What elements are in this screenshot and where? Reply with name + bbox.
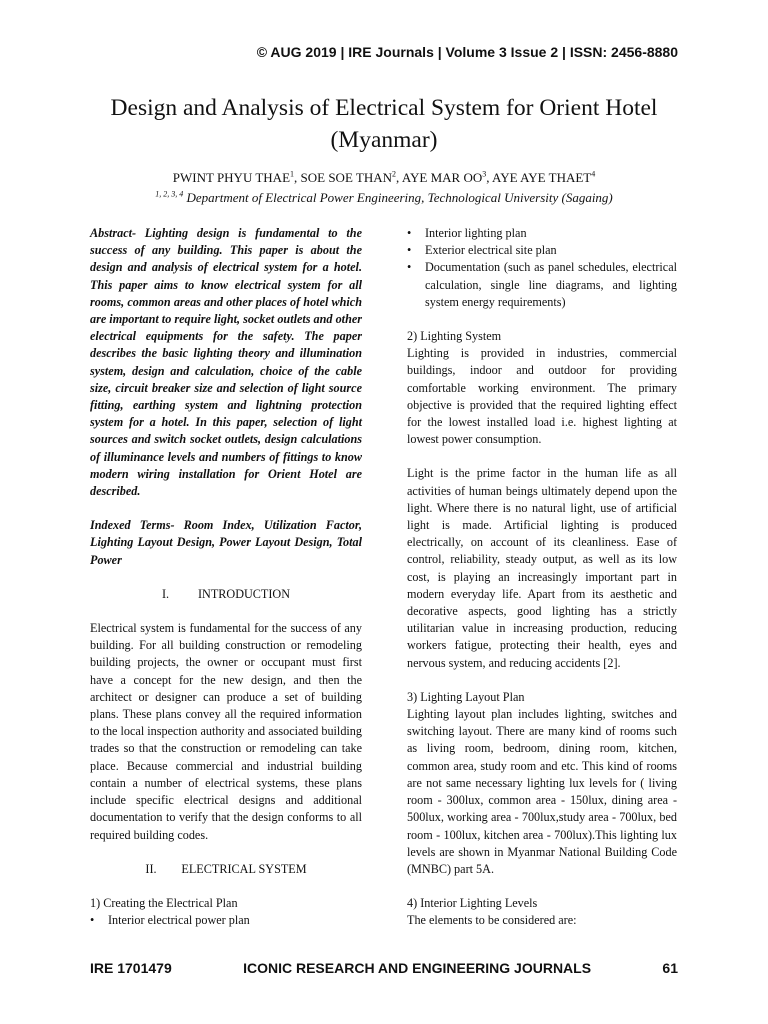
journal-header: © AUG 2019 | IRE Journals | Volume 3 Issue 2 | ISSN: 2456-8880 [256, 44, 678, 60]
section-title: INTRODUCTION [197, 586, 291, 601]
section-heading-introduction [90, 586, 362, 603]
paragraph: The elements to be considered are: [407, 913, 577, 928]
affiliation-text: Department of Electrical Power Engineering, Technological University (Sagaing) [186, 190, 613, 205]
list-item: • Exterior electrical site plan [407, 242, 677, 259]
author-affiliation-mark: 3 [482, 169, 487, 179]
subsection-heading: 3) Lighting Layout Plan [407, 689, 525, 704]
subsection-heading: 1) Creating the Electrical Plan [90, 895, 238, 910]
section-heading-electrical-system [90, 861, 362, 878]
paragraph: Lighting is provided in industries, commercial buildings, indoor and outdoor for providing comfortable working environment. The primary objective is provided that the required lighting effect for the lowest installed load i.e. highest lighting at lowest power consumption. [407, 346, 677, 447]
bullet-list [90, 912, 362, 929]
author-name: PWINT PHYU THAE [172, 170, 291, 185]
bullet-list [407, 225, 677, 311]
paragraph: Lighting layout plan includes lighting, switches and switching layout. There are many kind of rooms such as living room, bedroom, dining room, kitchen, common area, study room and etc. This kind of rooms are not same necessary lighting lux levels for ( living room - 300lux, common area - 150lux, dining area - 500lux, working area - 700lux,study area - 700lux, bed room - 100lux, kitchen area - 700lux).This lighting lux levels are shown in Myanmar National Building Code (MNBC) part 5A. [407, 707, 677, 876]
author-affiliation-mark: 2 [392, 169, 397, 179]
author-affiliation-mark: 1 [290, 169, 295, 179]
author-name: SOE SOE THAN [300, 170, 393, 185]
introduction-paragraph: Electrical system is fundamental for the success of any building. For all building construction or remodeling building projects, the owner or occupant must first have a concept for the new design, and then the architect or designer can produce a set of building plans. These plans convey all the required information to the local inspection authority and associated building trades so that the construction or remodeling can take place. Because commercial and industrial building contain a number of electrical systems, these plans include specific electrical designs and additional documentation to verify that the design conforms to all required building codes. [90, 621, 362, 842]
list-item: • Interior lighting plan [407, 225, 677, 242]
section-title: ELECTRICAL SYSTEM [181, 861, 307, 876]
affiliation [0, 190, 768, 206]
author-list: PWINT PHYU THAE$^1$, SOE SOE THAN$^2$, AYE MAR $OO^3$, AYE AYE THAET$^4$ [172, 169, 596, 185]
list-item: • Interior electrical power plan [90, 912, 362, 929]
page-number: 61 [662, 960, 678, 976]
subsection-heading: 4) Interior Lighting Levels [407, 896, 538, 911]
index-terms: Indexed Terms- Room Index, Utilization Factor, Lighting Layout Design, Power Layout Design, Total Power [90, 518, 362, 567]
paper-title: Design and Analysis of Electrical System for Orient Hotel (Myanmar) [110, 95, 658, 153]
list-item: • Documentation (such as panel schedules, electrical calculation, single line diagrams, and lighting system energy requirements) [407, 259, 677, 311]
section-number: I. [161, 586, 170, 601]
footer-id: IRE 1701479 [90, 960, 172, 976]
affiliation-marks: 1, 2, 3, 4 [155, 189, 184, 199]
paragraph: Light is the prime factor in the human life as all activities of human beings ultimately depend upon the light. Where there is no natural light, use of artificial light is made. Artificial lighting is produced electrically, on account of its cleanliness. Ease of control, reliability, steady output, as well as its low cost, is playing an increasingly important part in modern everyday life. Apart from its aesthetic and decorative aspects, good lighting has a strictly utilitarian value in increasing production, reducing workers fatigue, protecting their health, eyes and nervous system, and reducing accidents [2]. [407, 466, 677, 670]
subsection-heading: 2) Lighting System [407, 329, 502, 344]
author-name: AYE AYE THAET [492, 170, 592, 185]
right-column [407, 225, 677, 930]
author-affiliation-mark: 4 [591, 169, 596, 179]
section-number: II. [145, 861, 157, 876]
page-footer [90, 960, 678, 976]
abstract: Abstract- Lighting design is fundamental to the success of any building. This paper is about the design and analysis of electrical system for a hotel. This paper aims to know electrical system for all rooms, common areas and other places of hotel which are important to require light, socket outlets and other electrical equipments for the safety. The paper describes the basic lighting theory and illumination system, design and calculation, choice of the cable size, circuit breaker size and selection of light source fitting, earthing system and lightning protection system for a hotel. In this paper, selection of light sources and switch socket outlets, design calculations of illuminance levels and numbers of fittings to know modern wiring installation for Orient Hotel are described. [90, 226, 362, 499]
left-column [90, 225, 362, 929]
author-name: AYE MAR OO [401, 170, 483, 185]
footer-journal: ICONIC RESEARCH AND ENGINEERING JOURNALS [243, 960, 592, 976]
